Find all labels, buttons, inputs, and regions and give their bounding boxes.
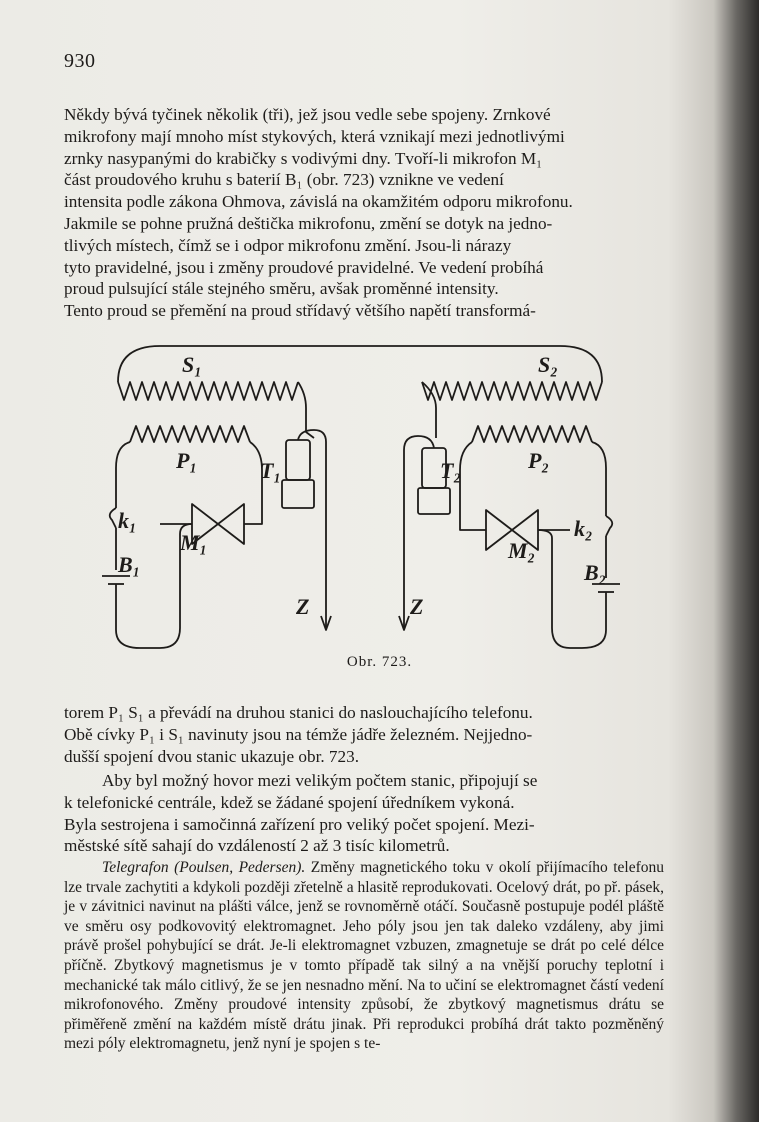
label-s2: S₂ xyxy=(538,352,558,377)
label-p2: P₂ xyxy=(528,448,550,473)
label-s1: S₁ xyxy=(182,352,202,377)
text-line: torem P₁ S₁ a převádí na druhou stanici do naslouchajícího telefonu. xyxy=(64,703,533,722)
text-line: proud pulsující stále stejného směru, avšak proměnné intensity. xyxy=(64,279,499,299)
coil-s2 xyxy=(422,382,602,400)
label-b1: B₁ xyxy=(118,552,141,577)
figure-caption: Obr. 723. xyxy=(346,654,413,670)
coil-p2 xyxy=(472,426,592,442)
paragraph-telephone-exchange xyxy=(64,770,664,857)
text-line: k telefonické centrále, kdež se žádané spojení úředníkem vykoná. xyxy=(64,792,515,812)
text-line: Tento proud se přemění na proud střídavý většího napětí transformá- xyxy=(64,301,536,321)
paragraph-telegrafon xyxy=(64,858,664,1054)
label-m1: M₁ xyxy=(180,530,208,555)
figure-723-circuit-diagram xyxy=(100,338,620,678)
microphone-m1-right xyxy=(218,504,244,544)
telegrafon-authors: (Poulsen, Pedersen). xyxy=(174,859,306,876)
telephone-t2-handle xyxy=(418,488,450,514)
line-wire-m2 xyxy=(460,516,486,530)
coil-s1 xyxy=(118,382,298,400)
line-wire-p2-right xyxy=(592,442,606,516)
label-t2: T₂ xyxy=(440,458,462,483)
text-line: Obě cívky P₁ i S₁ navinuty jsou na témže jádře železném. Nejjedno- xyxy=(64,724,533,744)
line-wire-b2 xyxy=(538,530,606,648)
line-wire-m1 xyxy=(244,504,262,524)
key-k2 xyxy=(606,516,612,536)
text-line: tlivých místech, čímž se i odpor mikrofonu změní. Jsou-li nárazy xyxy=(64,235,512,255)
text-line: městské sítě sahají do vzdáleností 2 až 3 tisíc kilometrů. xyxy=(64,836,450,856)
page-number: 930 xyxy=(64,50,96,72)
label-b2: B₂ xyxy=(584,560,607,585)
text-line: tyto pravidelné, jsou i změny proudové pravidelné. Ve vedení probíhá xyxy=(64,257,544,277)
label-m2: M₂ xyxy=(508,538,536,563)
telephone-t1 xyxy=(286,440,310,480)
text-line: zrnky nasypanými do krabičky s vodivými dny. Tvoří-li mikrofon M₁ xyxy=(64,148,543,168)
paragraph-microphones xyxy=(64,104,664,322)
telegrafon-title: Telegrafon xyxy=(102,859,169,876)
label-p1: P₁ xyxy=(176,448,198,473)
telegrafon-text: Změny magnetického toku v okolí přijímacího telefonu lze trvale zachytiti a kdykoli později zřetelně a hlasitě reprodukovati. Ocelový drát, po př. pásek, je v závitnici navinut na plášti válce, jenž se rovnoměrně otáčí. Současně postupuje podél pláště ve směru osy podkovovitý elektromagnet. Jeho póly jsou jen tak daleko vzdáleny, aby jimi právě prošel pohybující se drát. Je-li elektromagnet vzbuzen, zmagnetuje se drát po celé délce příčně. Zbytkový magnetismus je v tomto případě tak silný a na vnější poruchy teplotní i mechanické tak málo citlivý, že se jen nesnadno mění. Na to učiní se elektromagnet částí vedení mikrofonového. Změny proudové intensity způsobí, že zbytkový magnetismus drátu se přiměřeně změní na každém místě drátu jinak. Při reprodukci probíhá drát takto pozměněný mezi póly elektromagnetu, jenž nyní je spojen s te- xyxy=(64,859,665,1053)
text-line: část proudového kruhu s baterií B₁ (obr. 723) vznikne ve vedení xyxy=(64,170,504,190)
text-line: mikrofony mají mnoho míst stykových, která vznikají mezi jednotlivými xyxy=(64,126,565,146)
text-line: Někdy bývá tyčinek několik (tři), jež jsou vedle sebe spojeny. Zrnkové xyxy=(64,105,551,124)
text-line: dušší spojení dvou stanic ukazuje obr. 723. xyxy=(64,746,360,766)
line-wire-p2-left xyxy=(460,442,472,516)
line-wire-p1-left xyxy=(116,442,130,508)
text-line: Byla sestrojena i samočinná zařízení pro veliký počet spojení. Mezi- xyxy=(64,814,535,834)
label-k2: k₂ xyxy=(574,516,593,541)
paragraph-transformer xyxy=(64,702,664,767)
label-z-left: Z xyxy=(296,594,310,619)
text-line: Jakmile se pohne pružná deštička mikrofonu, změní se dotyk na jedno- xyxy=(64,213,553,233)
text-line: Aby byl možný hovor mezi velikým počtem stanic, připojují se xyxy=(102,771,538,790)
circuit-diagram-svg xyxy=(100,338,620,678)
key-k1 xyxy=(110,508,116,528)
telephone-t1-handle xyxy=(282,480,314,508)
text-line: intensita podle zákona Ohmova, závislá na okamžitém odporu mikrofonu. xyxy=(64,192,573,212)
label-z-right: Z xyxy=(410,594,424,619)
label-t1: T₁ xyxy=(260,458,282,483)
coil-p1 xyxy=(130,426,250,442)
label-k1: k₁ xyxy=(118,508,137,533)
